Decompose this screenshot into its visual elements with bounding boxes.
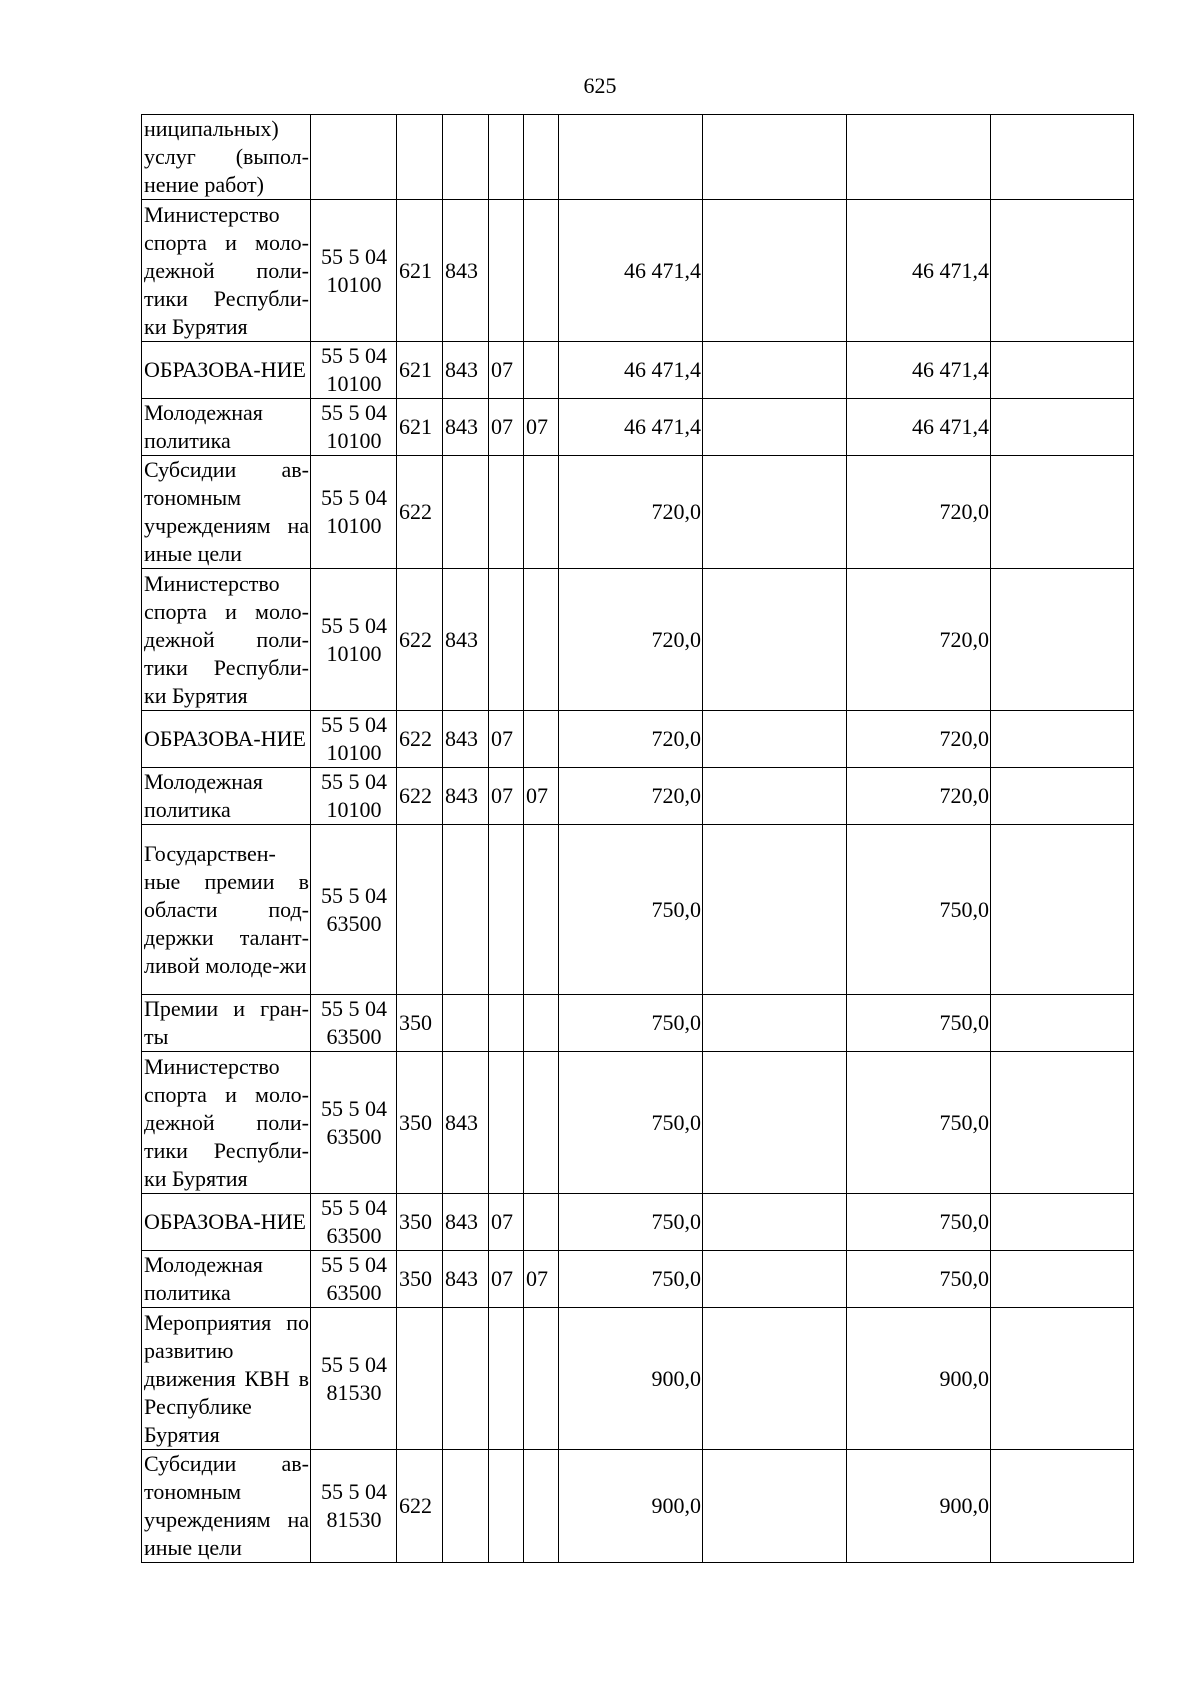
cell-code: 55 5 04 81530 — [311, 1308, 397, 1450]
cell-amount-4 — [991, 995, 1134, 1052]
cell-expense-type: 621 — [397, 399, 443, 456]
cell-expense-type — [397, 825, 443, 995]
cell-amount-3: 750,0 — [847, 825, 991, 995]
cell-subsection — [524, 115, 559, 200]
cell-subsection — [524, 456, 559, 569]
cell-code: 55 5 04 81530 — [311, 1450, 397, 1563]
table-row — [142, 1194, 1134, 1251]
cell-amount-4 — [991, 1308, 1134, 1450]
cell-amount-2 — [703, 995, 847, 1052]
cell-subsection: 07 — [524, 399, 559, 456]
cell-subsection: 07 — [524, 768, 559, 825]
cell-amount-4 — [991, 768, 1134, 825]
cell-section — [489, 1052, 524, 1194]
cell-amount-2 — [703, 1450, 847, 1563]
cell-name: Молодежная политика — [142, 768, 311, 825]
table-row — [142, 711, 1134, 768]
cell-amount-3: 720,0 — [847, 456, 991, 569]
cell-amount-4 — [991, 1194, 1134, 1251]
cell-subsection — [524, 995, 559, 1052]
cell-section — [489, 995, 524, 1052]
cell-amount-1: 900,0 — [559, 1450, 703, 1563]
cell-amount-3: 750,0 — [847, 1052, 991, 1194]
cell-amount-4 — [991, 200, 1134, 342]
cell-expense-type: 622 — [397, 569, 443, 711]
cell-amount-3: 720,0 — [847, 768, 991, 825]
table-row — [142, 200, 1134, 342]
cell-amount-1: 750,0 — [559, 825, 703, 995]
cell-code: 55 5 04 63500 — [311, 1194, 397, 1251]
cell-expense-type — [397, 1308, 443, 1450]
cell-name: Премии и гран-ты — [142, 995, 311, 1052]
cell-amount-4 — [991, 1052, 1134, 1194]
cell-subsection — [524, 1052, 559, 1194]
cell-name: Мероприятия по развитию движения КВН в Республике Бурятия — [142, 1308, 311, 1450]
cell-amount-2 — [703, 825, 847, 995]
cell-code: 55 5 04 10100 — [311, 711, 397, 768]
cell-section: 07 — [489, 399, 524, 456]
cell-section — [489, 200, 524, 342]
cell-code: 55 5 04 10100 — [311, 569, 397, 711]
cell-amount-1: 46 471,4 — [559, 342, 703, 399]
cell-name: Молодежная политика — [142, 1251, 311, 1308]
table-body — [142, 115, 1134, 1563]
cell-expense-type: 622 — [397, 768, 443, 825]
cell-amount-1: 46 471,4 — [559, 399, 703, 456]
table-row — [142, 1308, 1134, 1450]
cell-name: ОБРАЗОВА-НИЕ — [142, 711, 311, 768]
table-row — [142, 342, 1134, 399]
cell-amount-3: 46 471,4 — [847, 399, 991, 456]
table-row — [142, 1450, 1134, 1563]
cell-section — [489, 115, 524, 200]
cell-amount-3: 750,0 — [847, 1194, 991, 1251]
cell-amount-3: 46 471,4 — [847, 342, 991, 399]
table-row — [142, 825, 1134, 995]
cell-administrator: 843 — [443, 711, 489, 768]
cell-amount-1: 750,0 — [559, 1052, 703, 1194]
cell-expense-type: 622 — [397, 456, 443, 569]
cell-amount-1: 750,0 — [559, 1194, 703, 1251]
cell-administrator — [443, 1308, 489, 1450]
cell-amount-3: 750,0 — [847, 1251, 991, 1308]
cell-administrator — [443, 115, 489, 200]
cell-amount-1 — [559, 115, 703, 200]
cell-name: Субсидии ав-тономным учреждениям на иные цели — [142, 456, 311, 569]
cell-administrator: 843 — [443, 342, 489, 399]
page-number: 625 — [583, 73, 617, 98]
table-row — [142, 115, 1134, 200]
budget-table — [141, 114, 1134, 1563]
cell-section — [489, 825, 524, 995]
cell-section: 07 — [489, 1251, 524, 1308]
table-row — [142, 399, 1134, 456]
cell-amount-3: 46 471,4 — [847, 200, 991, 342]
cell-code: 55 5 04 63500 — [311, 995, 397, 1052]
cell-section: 07 — [489, 1194, 524, 1251]
cell-section — [489, 569, 524, 711]
cell-subsection — [524, 1308, 559, 1450]
cell-amount-1: 720,0 — [559, 711, 703, 768]
cell-section — [489, 1450, 524, 1563]
cell-amount-4 — [991, 399, 1134, 456]
cell-code: 55 5 04 10100 — [311, 456, 397, 569]
cell-administrator — [443, 1450, 489, 1563]
cell-amount-2 — [703, 1251, 847, 1308]
cell-amount-4 — [991, 456, 1134, 569]
cell-amount-4 — [991, 569, 1134, 711]
cell-name: Субсидии ав-тономным учреждениям на иные цели — [142, 1450, 311, 1563]
cell-amount-4 — [991, 342, 1134, 399]
cell-subsection: 07 — [524, 1251, 559, 1308]
cell-expense-type: 621 — [397, 200, 443, 342]
cell-administrator — [443, 456, 489, 569]
cell-expense-type: 622 — [397, 711, 443, 768]
cell-amount-1: 720,0 — [559, 569, 703, 711]
table-row — [142, 456, 1134, 569]
cell-code: 55 5 04 10100 — [311, 399, 397, 456]
cell-name: ОБРАЗОВА-НИЕ — [142, 342, 311, 399]
cell-amount-4 — [991, 1450, 1134, 1563]
cell-section: 07 — [489, 711, 524, 768]
cell-code: 55 5 04 63500 — [311, 825, 397, 995]
cell-expense-type — [397, 115, 443, 200]
cell-subsection — [524, 1194, 559, 1251]
cell-code — [311, 115, 397, 200]
cell-subsection — [524, 342, 559, 399]
cell-name: Государствен-ные премии в области под-держки талант-ливой молоде-жи — [142, 825, 311, 995]
cell-expense-type: 621 — [397, 342, 443, 399]
cell-section — [489, 1308, 524, 1450]
cell-administrator: 843 — [443, 569, 489, 711]
table-row — [142, 1052, 1134, 1194]
table-row — [142, 1251, 1134, 1308]
cell-subsection — [524, 569, 559, 711]
cell-name: ОБРАЗОВА-НИЕ — [142, 1194, 311, 1251]
cell-amount-2 — [703, 115, 847, 200]
cell-code: 55 5 04 10100 — [311, 200, 397, 342]
cell-administrator: 843 — [443, 399, 489, 456]
cell-amount-4 — [991, 115, 1134, 200]
cell-amount-2 — [703, 342, 847, 399]
cell-amount-3: 900,0 — [847, 1308, 991, 1450]
cell-administrator: 843 — [443, 1052, 489, 1194]
cell-amount-3: 900,0 — [847, 1450, 991, 1563]
cell-amount-4 — [991, 825, 1134, 995]
cell-amount-2 — [703, 1308, 847, 1450]
cell-amount-1: 46 471,4 — [559, 200, 703, 342]
cell-subsection — [524, 825, 559, 995]
cell-amount-1: 750,0 — [559, 1251, 703, 1308]
cell-amount-3 — [847, 115, 991, 200]
cell-amount-2 — [703, 1194, 847, 1251]
cell-amount-1: 750,0 — [559, 995, 703, 1052]
cell-amount-2 — [703, 200, 847, 342]
cell-section: 07 — [489, 768, 524, 825]
cell-code: 55 5 04 63500 — [311, 1251, 397, 1308]
cell-code: 55 5 04 10100 — [311, 342, 397, 399]
cell-subsection — [524, 200, 559, 342]
table-row — [142, 995, 1134, 1052]
cell-expense-type: 622 — [397, 1450, 443, 1563]
table-row — [142, 768, 1134, 825]
cell-amount-1: 720,0 — [559, 768, 703, 825]
cell-subsection — [524, 1450, 559, 1563]
cell-name: Молодежная политика — [142, 399, 311, 456]
cell-amount-1: 900,0 — [559, 1308, 703, 1450]
cell-amount-2 — [703, 711, 847, 768]
cell-name: ниципальных) услуг (выпол-нение работ) — [142, 115, 311, 200]
cell-amount-3: 750,0 — [847, 995, 991, 1052]
cell-section — [489, 456, 524, 569]
cell-amount-2 — [703, 456, 847, 569]
cell-administrator: 843 — [443, 1251, 489, 1308]
cell-subsection — [524, 711, 559, 768]
cell-code: 55 5 04 63500 — [311, 1052, 397, 1194]
cell-amount-2 — [703, 768, 847, 825]
cell-amount-2 — [703, 399, 847, 456]
cell-amount-3: 720,0 — [847, 569, 991, 711]
cell-name: Министерство спорта и моло-дежной поли-тики Республи-ки Бурятия — [142, 569, 311, 711]
cell-amount-1: 720,0 — [559, 456, 703, 569]
table-row — [142, 569, 1134, 711]
cell-expense-type: 350 — [397, 1194, 443, 1251]
cell-amount-2 — [703, 1052, 847, 1194]
cell-expense-type: 350 — [397, 1251, 443, 1308]
cell-amount-2 — [703, 569, 847, 711]
cell-section: 07 — [489, 342, 524, 399]
cell-amount-4 — [991, 711, 1134, 768]
cell-amount-3: 720,0 — [847, 711, 991, 768]
cell-expense-type: 350 — [397, 1052, 443, 1194]
cell-name: Министерство спорта и моло-дежной поли-тики Республи-ки Бурятия — [142, 200, 311, 342]
cell-administrator: 843 — [443, 200, 489, 342]
cell-expense-type: 350 — [397, 995, 443, 1052]
cell-administrator — [443, 825, 489, 995]
cell-administrator — [443, 995, 489, 1052]
cell-administrator: 843 — [443, 1194, 489, 1251]
cell-name: Министерство спорта и моло-дежной поли-тики Республи-ки Бурятия — [142, 1052, 311, 1194]
cell-administrator: 843 — [443, 768, 489, 825]
cell-amount-4 — [991, 1251, 1134, 1308]
cell-code: 55 5 04 10100 — [311, 768, 397, 825]
